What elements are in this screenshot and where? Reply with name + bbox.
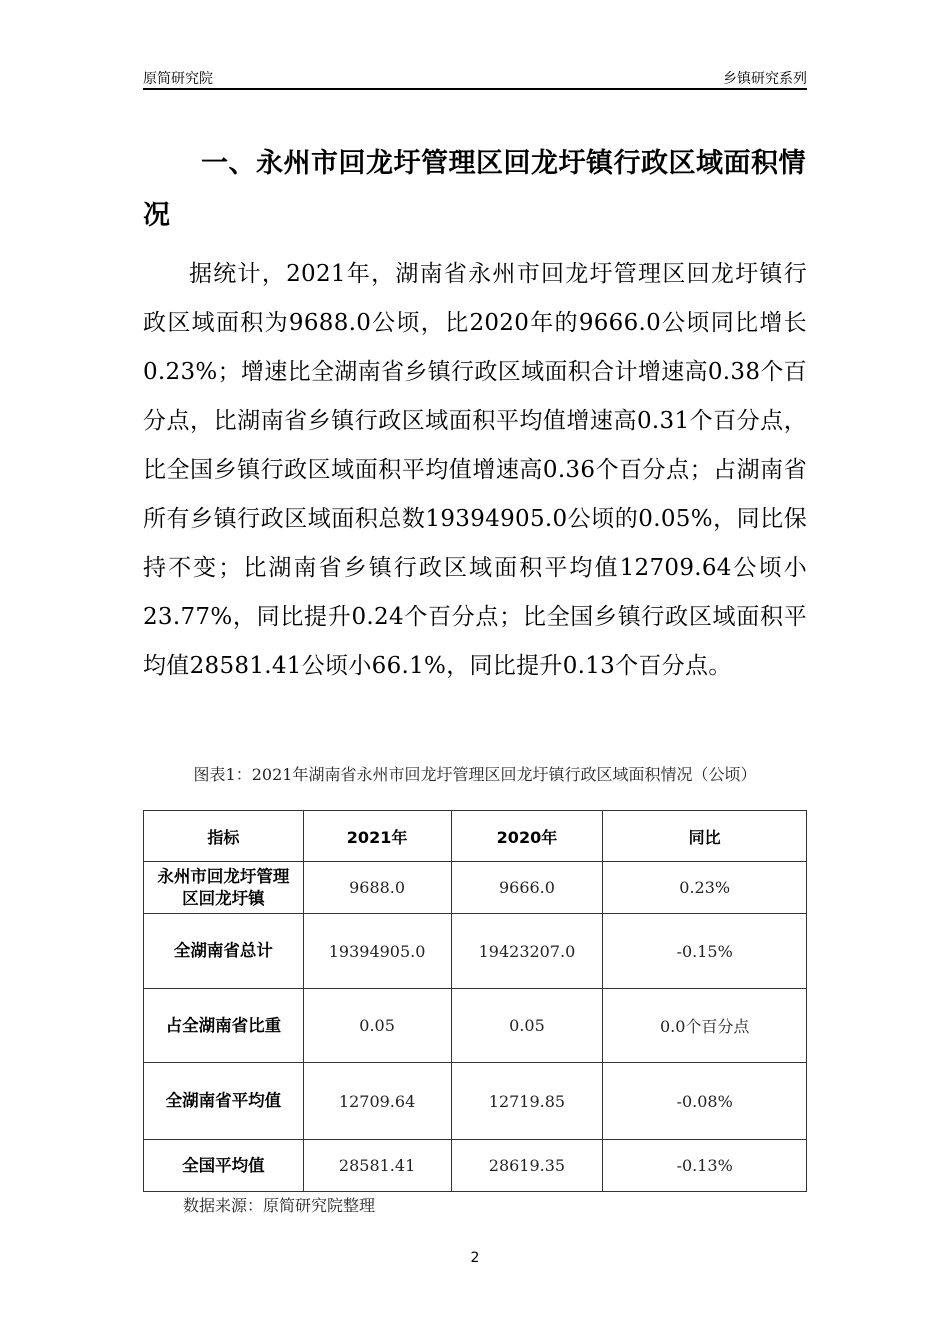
value-2020: 0.05 [451,989,603,1063]
section-title: 一、永州市回龙圩管理区回龙圩镇行政区域面积情况 [143,148,806,231]
row-label: 全国平均值 [144,1140,304,1192]
table-row [144,862,807,914]
value-yoy: -0.08% [603,1063,807,1140]
table-row [144,1063,807,1140]
value-yoy: 0.0个百分点 [603,989,807,1063]
row-label: 全湖南省平均值 [144,1063,304,1140]
value-2021: 9688.0 [303,862,451,914]
row-label: 全湖南省总计 [144,914,304,989]
row-label: 占全湖南省比重 [144,989,304,1063]
value-yoy: -0.13% [603,1140,807,1192]
value-2021: 19394905.0 [303,914,451,989]
value-2020: 28619.35 [451,1140,603,1192]
value-2020: 19423207.0 [451,914,603,989]
header-indicator: 指标 [144,811,304,862]
value-2020: 9666.0 [451,862,603,914]
value-2020: 12719.85 [451,1063,603,1140]
value-yoy: 0.23% [603,862,807,914]
value-2021: 0.05 [303,989,451,1063]
header-yoy: 同比 [603,811,807,862]
header-2020: 2020年 [451,811,603,862]
row-label: 永州市回龙圩管理区回龙圩镇 [144,862,304,914]
table-row [144,914,807,989]
table-row [144,1140,807,1192]
header-2021: 2021年 [303,811,451,862]
table-row [144,989,807,1063]
page-header [143,68,807,88]
body-paragraph: 据统计，2021年，湖南省永州市回龙圩管理区回龙圩镇行政区域面积为9688.0公顷，比2020年的9666.0公顷同比增长0.23%；增速比全湖南省乡镇行政区域面积合计增速高0.38个百分点，比湖南省乡镇行政区域面积平均值增速高0.31个百分点，比全国乡镇行政区域面积平均值增速高0.36个百分点；占湖南省所有乡镇行政区域面积总数19394905.0公顷的0.05%，同比保持不变；比湖南省乡镇行政区域面积平均值12709.64公顷小23.77%，同比提升0.24个百分点；比全国乡镇行政区域面积平均值28581.41公顷小66.1%，同比提升0.13个百分点。 [143,261,807,679]
header-divider [143,88,807,90]
value-2021: 12709.64 [303,1063,451,1140]
data-source-note: 数据来源：原简研究院整理 [183,1196,376,1215]
header-series-name: 乡镇研究系列 [723,71,807,87]
value-yoy: -0.15% [603,914,807,989]
data-table [143,810,807,1192]
value-2021: 28581.41 [303,1140,451,1192]
table-header-row [144,811,807,862]
header-org-name: 原简研究院 [143,71,213,87]
page-number: 2 [470,1250,480,1266]
table-caption: 图表1：2021年湖南省永州市回龙圩管理区回龙圩镇行政区域面积情况（公顷） [193,765,757,784]
